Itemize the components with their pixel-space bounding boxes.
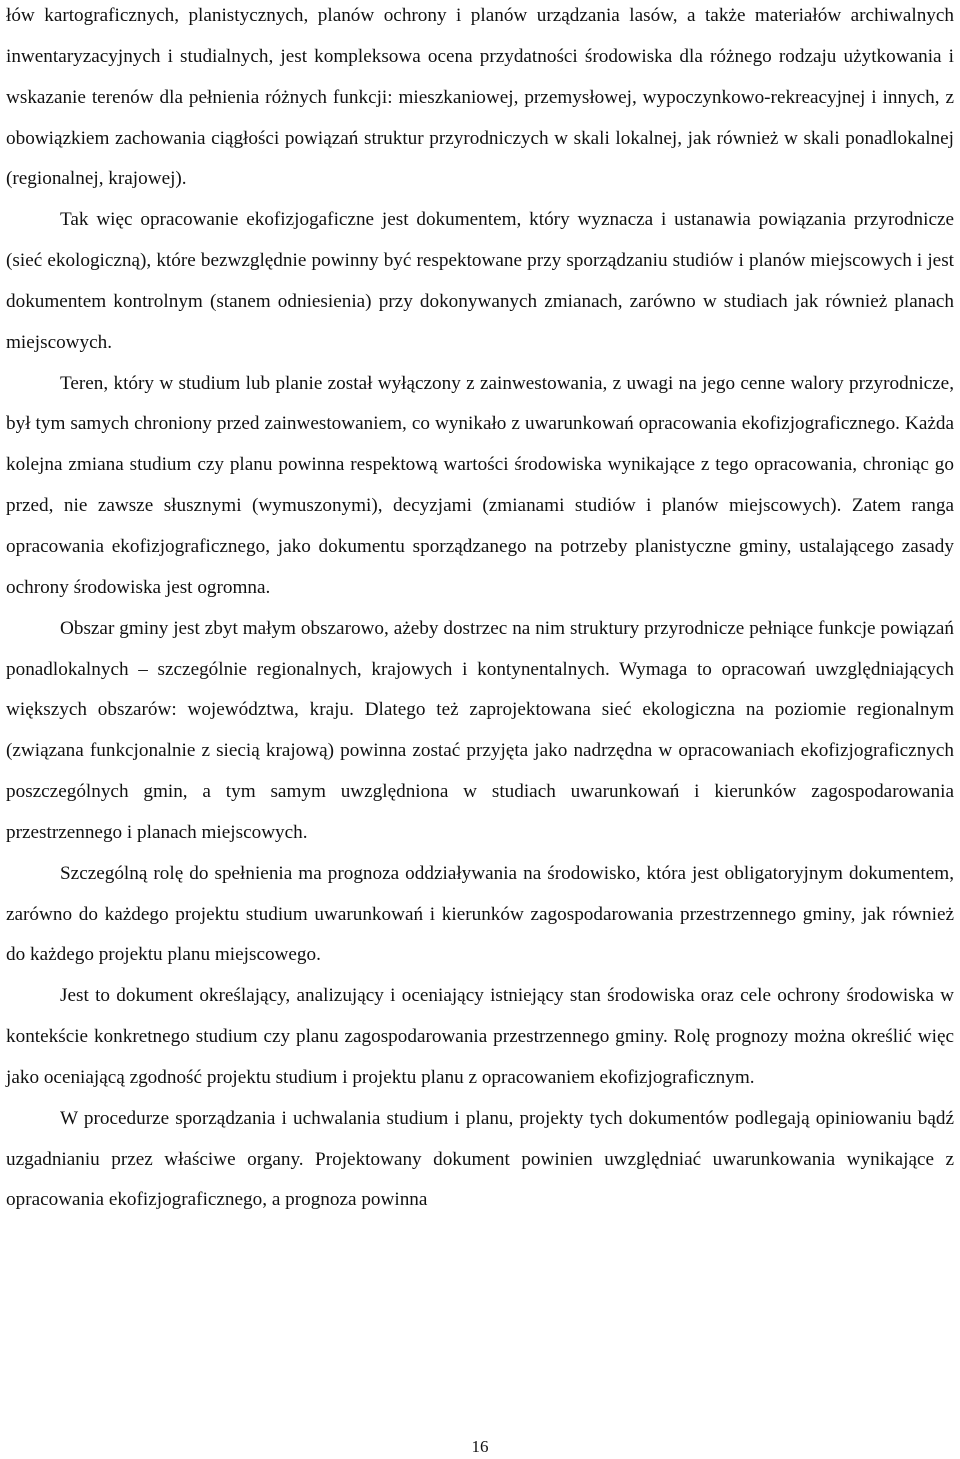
paragraph-1: łów kartograficznych, planistycznych, planów ochrony i planów urządzania lasów, a także materiałów archiwalnych inwentaryzacyjnych i studialnych, jest kompleksowa ocena przydatności środowiska dla różnego rodzaju użytkowania i wskazanie terenów dla pełnienia różnych funkcji: mieszkaniowej, przemysłowej, wypoczynkowo-rekreacyjnej i innych, z obowiązkiem zachowania ciągłości powiązań struktur przyrodniczych w skali lokalnej, jak również w skali ponadlokalnej (regionalnej, krajowej). <box>6 5 954 190</box>
page-number: 16 <box>471 1437 489 1456</box>
paragraph-4: Obszar gminy jest zbyt małym obszarowo, ażeby dostrzec na nim struktury przyrodnicze pełniące funkcje powiązań ponadlokalnych – szczególnie regionalnych, krajowych i kontynentalnych. Wymaga to opracowań uwzględniających większych obszarów: województwa, kraju. Dlatego też zaprojektowana sieć ekologiczna na poziomie regionalnym (związana funkcjonalnie z siecią krajową) powinna zostać przyjęta jako nadrzędna w opracowaniach ekofizjograficznych poszczególnych gmin, a tym samym uwzględniona w studiach uwarunkowań i kierunków zagospodarowania przestrzennego i planach miejscowych. <box>6 617 954 843</box>
paragraph-6: Jest to dokument określający, analizujący i oceniający istniejący stan środowiska oraz cele ochrony środowiska w kontekście konkretnego studium czy planu zagospodarowania przestrzennego gminy. Rolę prognozy można określić więc jako oceniającą zgodność projektu studium i projektu planu z opracowaniem ekofizjograficznym. <box>6 985 954 1088</box>
paragraph-3: Teren, który w studium lub planie został wyłączony z zainwestowania, z uwagi na jego cenne walory przyrodnicze, był tym samych chroniony przed zainwestowaniem, co wynikało z uwarunkowań opracowania ekofizjograficznego. Każda kolejna zmiana studium czy planu powinna respektową wartości środowiska wynikające z tego opracowania, chroniąc go przed, nie zawsze słusznymi (wymuszonymi), decyzjami (zmianami studiów i planów miejscowych). Zatem ranga opracowania ekofizjograficznego, jako dokumentu sporządzanego na potrzeby planistyczne gminy, ustalającego zasady ochrony środowiska jest ogromna. <box>6 372 954 598</box>
paragraph-7: W procedurze sporządzania i uchwalania studium i planu, projekty tych dokumentów podlegają opiniowaniu bądź uzgadnianiu przez właściwe organy. Projektowany dokument powinien uwzględniać uwarunkowania wynikające z opracowania ekofizjograficznego, a prognoza powinna <box>6 1107 954 1211</box>
paragraph-5: Szczególną rolę do spełnienia ma prognoza oddziaływania na środowisko, która jest obligatoryjnym dokumentem, zarówno do każdego projektu studium uwarunkowań i kierunków zagospodarowania przestrzennego gminy, jak również do każdego projektu planu miejscowego. <box>6 862 954 966</box>
document-page <box>6 0 954 1221</box>
paragraph-2: Tak więc opracowanie ekofizjogaficzne jest dokumentem, który wyznacza i ustanawia powiązania przyrodnicze (sieć ekologiczną), które bezwzględnie powinny być respektowane przy sporządzaniu studiów i planów miejscowych i jest dokumentem kontrolnym (stanem odniesienia) przy dokonywanych zmianach, zarówno w studiach jak również planach miejscowych. <box>6 209 954 353</box>
